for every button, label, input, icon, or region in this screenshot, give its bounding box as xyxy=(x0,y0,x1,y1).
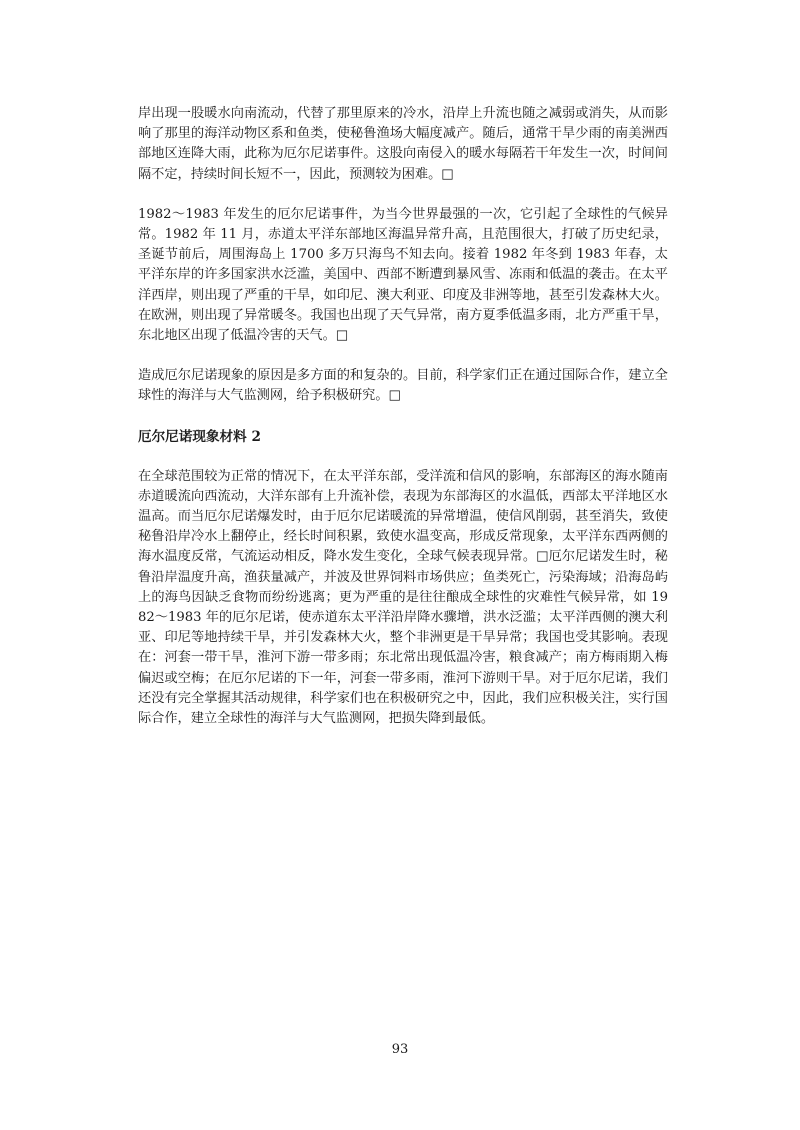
page-body xyxy=(138,104,668,729)
paragraph-spacer xyxy=(138,407,668,427)
section-heading: 厄尔尼诺现象材料 2 xyxy=(138,428,261,445)
page-number: 93 xyxy=(391,1042,409,1057)
paragraph-1982-1983-event: 1982～1983 年发生的厄尔尼诺事件，为当今世界最强的一次，它引起了全球性的气候异常。1982 年 11 月，赤道太平洋东部地区海温异常升高，且范围很大，打破了历史纪录，圣诞节前后，周围海岛上 1700 多万只海鸟不知去向。接着 1982 年冬到 1983 年春，太平洋东岸的许多国家洪水泛滥，美国中、西部不断遭到暴风雪、冻雨和低温的袭击。在太平洋西岸，则出现了严重的干旱，如印尼、澳大利亚、印度及非洲等地，甚至引发森林大火。在欧洲，则出现了异常暖冬。我国也出现了天气异常，南方夏季低温多雨，北方严重干旱，东北地区出现了低温冷害的天气。□ xyxy=(138,206,668,344)
paragraph-material-2: 在全球范围较为正常的情况下，在太平洋东部，受洋流和信风的影响，东部海区的海水随南赤道暖流向西流动，大洋东部有上升流补偿，表现为东部海区的水温低，西部太平洋地区水温高。而当厄尔尼诺爆发时，由于厄尔尼诺暖流的异常增温，使信风削弱，甚至消失，致使秘鲁沿岸冷水上翻停止，经长时间积累，致使水温变高，形成反常现象，太平洋东西两侧的海水温度反常，气流运动相反，降水发生变化，全球气候表现异常。□厄尔尼诺发生时，秘鲁沿岸温度升高，渔获量减产，并波及世界饲料市场供应；鱼类死亡，污染海域；沿海岛屿上的海鸟因缺乏食物而纷纷逃离；更为严重的是往往酿成全球性的灾难性气候异常，如 1982～1983 年的厄尔尼诺，使赤道东太平洋沿岸降水骤增，洪水泛滥；太平洋西侧的澳大利亚、印尼等地持续干旱，并引发森林大火，整个非洲更是干旱异常；我国也受其影响。表现在：河套一带干旱，淮河下游一带多雨；东北常出现低温冷害，粮食减产；南方梅雨期入梅偏迟或空梅；在厄尔尼诺的下一年，河套一带多雨，淮河下游则干旱。对于厄尔尼诺，我们还没有完全掌握其活动规律，科学家们也在积极研究之中，因此，我们应积极关注，实行国际合作，建立全球性的海洋与大气监测网，把损失降到最低。 xyxy=(138,468,668,727)
paragraph-causes: 造成厄尔尼诺现象的原因是多方面的和复杂的。目前，科学家们正在通过国际合作，建立全球性的海洋与大气监测网，给予积极研究。□ xyxy=(138,368,668,404)
paragraph-spacer xyxy=(138,185,668,205)
paragraph-el-nino-intro: 岸出现一股暖水向南流动，代替了那里原来的冷水，沿岸上升流也随之减弱或消失，从而影响了那里的海洋动物区系和鱼类，使秘鲁渔场大幅度减产。随后，通常干旱少雨的南美洲西部地区连降大雨，此称为厄尔尼诺事件。这股向南侵入的暖水每隔若干年发生一次，时间间隔不定，持续时间长短不一，因此，预测较为困难。□ xyxy=(138,106,668,182)
paragraph-spacer xyxy=(138,447,668,467)
paragraph-spacer xyxy=(138,346,668,366)
